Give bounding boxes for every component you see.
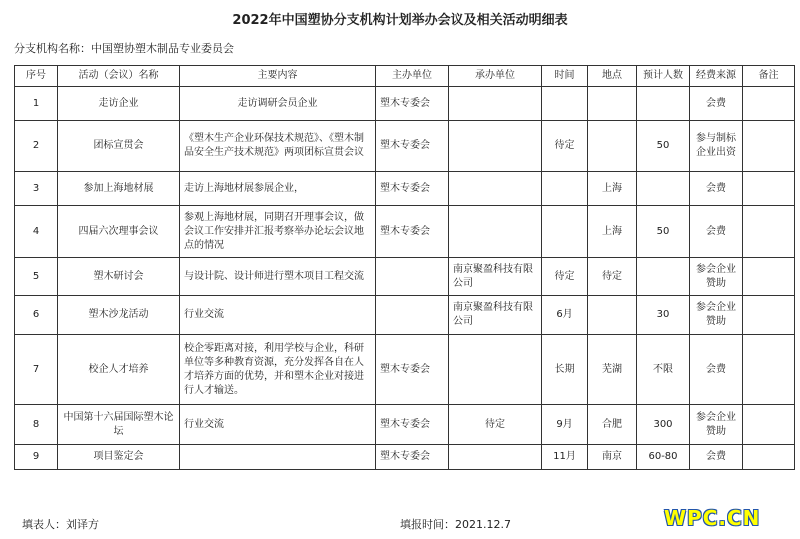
col-header: 承办单位 bbox=[449, 66, 542, 87]
filler-name: 填表人：刘译方 bbox=[22, 518, 99, 531]
cell: 行业交流 bbox=[180, 405, 376, 445]
watermark-logo: WPC.CN bbox=[664, 506, 761, 530]
cell bbox=[449, 87, 542, 121]
cell bbox=[449, 172, 542, 206]
cell bbox=[542, 87, 588, 121]
cell: 参会企业赞助 bbox=[690, 405, 743, 445]
table-row bbox=[15, 296, 795, 335]
cell bbox=[743, 445, 795, 470]
cell bbox=[743, 405, 795, 445]
cell bbox=[743, 296, 795, 335]
cell bbox=[637, 258, 690, 296]
cell: 会费 bbox=[690, 445, 743, 470]
cell: 上海 bbox=[588, 206, 637, 258]
cell: 塑木专委会 bbox=[376, 206, 449, 258]
table-row bbox=[15, 87, 795, 121]
cell: 6月 bbox=[542, 296, 588, 335]
cell bbox=[588, 296, 637, 335]
cell bbox=[743, 172, 795, 206]
cell: 待定 bbox=[449, 405, 542, 445]
cell: 团标宣贯会 bbox=[58, 121, 180, 172]
cell: 300 bbox=[637, 405, 690, 445]
cell: 塑木专委会 bbox=[376, 445, 449, 470]
cell: 50 bbox=[637, 121, 690, 172]
cell: 合肥 bbox=[588, 405, 637, 445]
activity-table bbox=[14, 65, 795, 470]
cell: 参观上海地材展，同期召开理事会议，做会议工作安排并汇报考察举办论坛会议地点的情况 bbox=[180, 206, 376, 258]
cell: 参会企业赞助 bbox=[690, 258, 743, 296]
col-header: 备注 bbox=[743, 66, 795, 87]
cell: 3 bbox=[15, 172, 58, 206]
cell: 11月 bbox=[542, 445, 588, 470]
cell bbox=[542, 172, 588, 206]
cell bbox=[743, 121, 795, 172]
cell: 会费 bbox=[690, 87, 743, 121]
cell bbox=[637, 172, 690, 206]
cell: 《塑木生产企业环保技术规范》、《塑木制品安全生产技术规范》两项团标宣贯会议 bbox=[180, 121, 376, 172]
cell: 待定 bbox=[588, 258, 637, 296]
table-row bbox=[15, 206, 795, 258]
cell bbox=[743, 87, 795, 121]
cell bbox=[743, 206, 795, 258]
cell: 30 bbox=[637, 296, 690, 335]
cell: 行业交流 bbox=[180, 296, 376, 335]
cell: 南京 bbox=[588, 445, 637, 470]
cell: 4 bbox=[15, 206, 58, 258]
cell: 9月 bbox=[542, 405, 588, 445]
cell: 不限 bbox=[637, 335, 690, 405]
cell: 参会企业赞助 bbox=[690, 296, 743, 335]
cell: 南京聚盈科技有限公司 bbox=[449, 258, 542, 296]
cell: 6 bbox=[15, 296, 58, 335]
cell bbox=[449, 121, 542, 172]
cell: 7 bbox=[15, 335, 58, 405]
col-header: 地点 bbox=[588, 66, 637, 87]
cell: 塑木专委会 bbox=[376, 405, 449, 445]
col-header: 活动（会议）名称 bbox=[58, 66, 180, 87]
header-row bbox=[15, 66, 795, 87]
table-title: 2022年中国塑协分支机构计划举办会议及相关活动明细表 bbox=[232, 13, 568, 28]
col-header: 序号 bbox=[15, 66, 58, 87]
cell: 待定 bbox=[542, 258, 588, 296]
cell: 8 bbox=[15, 405, 58, 445]
cell: 走访上海地材展参展企业， bbox=[180, 172, 376, 206]
cell: 芜湖 bbox=[588, 335, 637, 405]
cell bbox=[743, 258, 795, 296]
cell: 塑木专委会 bbox=[376, 335, 449, 405]
cell: 塑木专委会 bbox=[376, 172, 449, 206]
org-name: 分支机构名称：中国塑协塑木制品专业委员会 bbox=[14, 42, 234, 55]
cell: 会费 bbox=[690, 172, 743, 206]
cell bbox=[588, 87, 637, 121]
col-header: 时间 bbox=[542, 66, 588, 87]
cell bbox=[180, 445, 376, 470]
cell: 走访企业 bbox=[58, 87, 180, 121]
cell: 塑木沙龙活动 bbox=[58, 296, 180, 335]
cell: 5 bbox=[15, 258, 58, 296]
cell bbox=[449, 206, 542, 258]
cell bbox=[376, 296, 449, 335]
table-row bbox=[15, 445, 795, 470]
cell: 参与制标企业出资 bbox=[690, 121, 743, 172]
cell bbox=[376, 258, 449, 296]
fill-date: 填报时间：2021.12.7 bbox=[400, 518, 511, 531]
col-header: 预计人数 bbox=[637, 66, 690, 87]
cell: 校企人才培养 bbox=[58, 335, 180, 405]
cell: 长期 bbox=[542, 335, 588, 405]
cell: 与设计院、设计师进行塑木项目工程交流 bbox=[180, 258, 376, 296]
cell: 60-80 bbox=[637, 445, 690, 470]
cell: 项目鉴定会 bbox=[58, 445, 180, 470]
cell: 9 bbox=[15, 445, 58, 470]
cell: 校企零距离对接，利用学校与企业，科研单位等多种教育资源，充分发挥各自在人才培养方面的优势，并和塑木企业对接进行人才输送。 bbox=[180, 335, 376, 405]
col-header: 主要内容 bbox=[180, 66, 376, 87]
cell: 待定 bbox=[542, 121, 588, 172]
cell: 塑木研讨会 bbox=[58, 258, 180, 296]
cell: 上海 bbox=[588, 172, 637, 206]
cell: 南京聚盈科技有限公司 bbox=[449, 296, 542, 335]
cell: 2 bbox=[15, 121, 58, 172]
cell: 塑木专委会 bbox=[376, 121, 449, 172]
cell: 会费 bbox=[690, 335, 743, 405]
cell bbox=[542, 206, 588, 258]
cell: 参加上海地材展 bbox=[58, 172, 180, 206]
cell: 中国第十六届国际塑木论坛 bbox=[58, 405, 180, 445]
cell: 会费 bbox=[690, 206, 743, 258]
col-header: 主办单位 bbox=[376, 66, 449, 87]
table-row bbox=[15, 405, 795, 445]
cell: 塑木专委会 bbox=[376, 87, 449, 121]
cell bbox=[637, 87, 690, 121]
cell bbox=[449, 335, 542, 405]
cell bbox=[743, 335, 795, 405]
cell: 四届六次理事会议 bbox=[58, 206, 180, 258]
table-row bbox=[15, 172, 795, 206]
table-row bbox=[15, 121, 795, 172]
cell: 走访调研会员企业 bbox=[180, 87, 376, 121]
cell: 1 bbox=[15, 87, 58, 121]
table-row bbox=[15, 258, 795, 296]
col-header: 经费来源 bbox=[690, 66, 743, 87]
cell: 50 bbox=[637, 206, 690, 258]
cell bbox=[588, 121, 637, 172]
table-row bbox=[15, 335, 795, 405]
cell bbox=[449, 445, 542, 470]
